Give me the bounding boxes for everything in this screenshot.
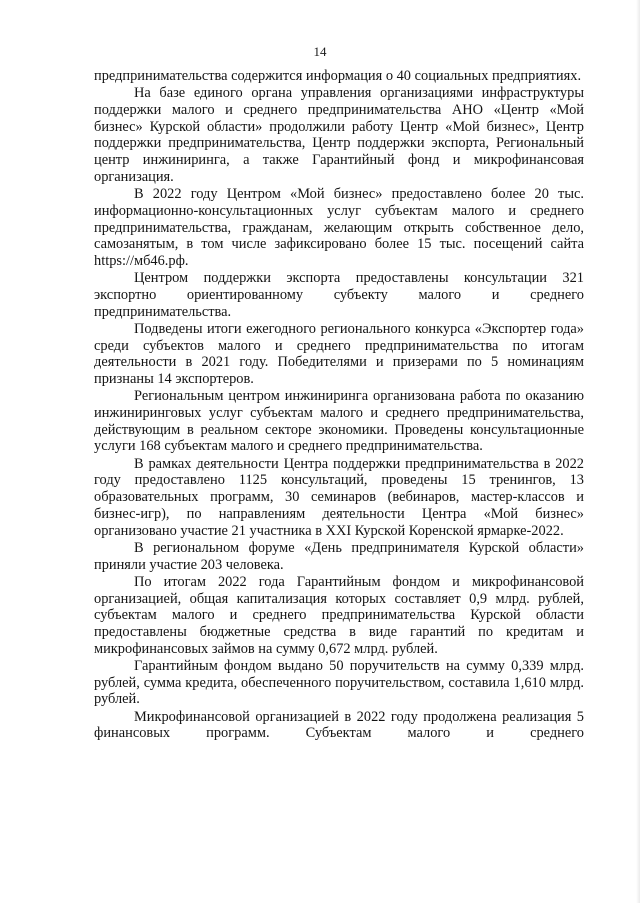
paragraph-microfinance: Микрофинансовой организацией в 2022 году продолжена реализация 5 финансовых программ. Субъектам малого и среднего [94,708,584,742]
paragraph-continuation: предпринимательства содержится информация о 40 социальных предприятиях. [94,68,582,84]
paragraph-forum: В региональном форуме «День предпринимателя Курской области» приняли участие 203 человека. [94,539,584,573]
paragraph-my-business-center: В 2022 году Центром «Мой бизнес» предоставлено более 20 тыс. информационно-консультационных услуг субъектам малого и среднего предпринимательства, гражданам, желающим открыть собственное дело, самозанятым, в том числе зафиксировано более 15 тыс. посещений сайта https://мб46.рф. [94,186,584,269]
page-number: 14 [313,44,327,59]
paragraph-support-center: В рамках деятельности Центра поддержки предпринимательства в 2022 году предоставлено 1125 консультаций, проведены 15 тренингов, 13 образовательных программ, 30 семинаров (вебинаров, мастер-классов и бизнес-игр), по направлениям деятельности Центра «Мой бизнес» организовано участие 21 участника в XXI Курской Коренской ярмарке-2022. [94,455,584,539]
paragraph-guarantee-fund: Гарантийным фондом выдано 50 поручительств на сумму 0,339 млрд. рублей, сумма кредита, обеспеченного поручительством, составила 1,610 млрд. рублей. [94,657,584,708]
paragraph-guarantee-fund-summary: По итогам 2022 года Гарантийным фондом и микрофинансовой организацией, общая капитализация которых составляет 0,9 млрд. рублей, субъектам малого и среднего предпринимательства Курской области предоставлены бюджетные средства в виде гарантий по кредитам и микрофинансовых займов на сумму 0,672 млрд. рублей. [94,573,584,657]
paragraph-infrastructure: На базе единого органа управления организациями инфраструктуры поддержки малого и среднего предпринимательства АНО «Центр «Мой бизнес» Курской области» продолжили работу Центр «Мой бизнес», Центр поддержки предпринимательства, Центр поддержки экспорта, Региональный центр инжиниринга, а также Гарантийный фонд и микрофинансовая организация. [94,85,584,185]
paragraph-export-center: Центром поддержки экспорта предоставлены консультации 321 экспортно ориентированному субъекту малого и среднего предпринимательства. [94,270,584,320]
body-text [94,68,584,743]
paragraph-engineering-center: Региональным центром инжиниринга организована работа по оказанию инжиниринговых услуг субъектам малого и среднего предпринимательства, действующим в реальном секторе экономики. Проведены консультационные услуги 168 субъектам малого и среднего предпринимательства. [94,388,584,455]
paragraph-exporter-contest: Подведены итоги ежегодного регионального конкурса «Экспортер года» среди субъектов малого и среднего предпринимательства по итогам деятельности в 2021 году. Победителями и призерами по 5 номинациям признаны 14 экспортеров. [94,320,584,388]
scan-edge-shadow [636,0,640,903]
